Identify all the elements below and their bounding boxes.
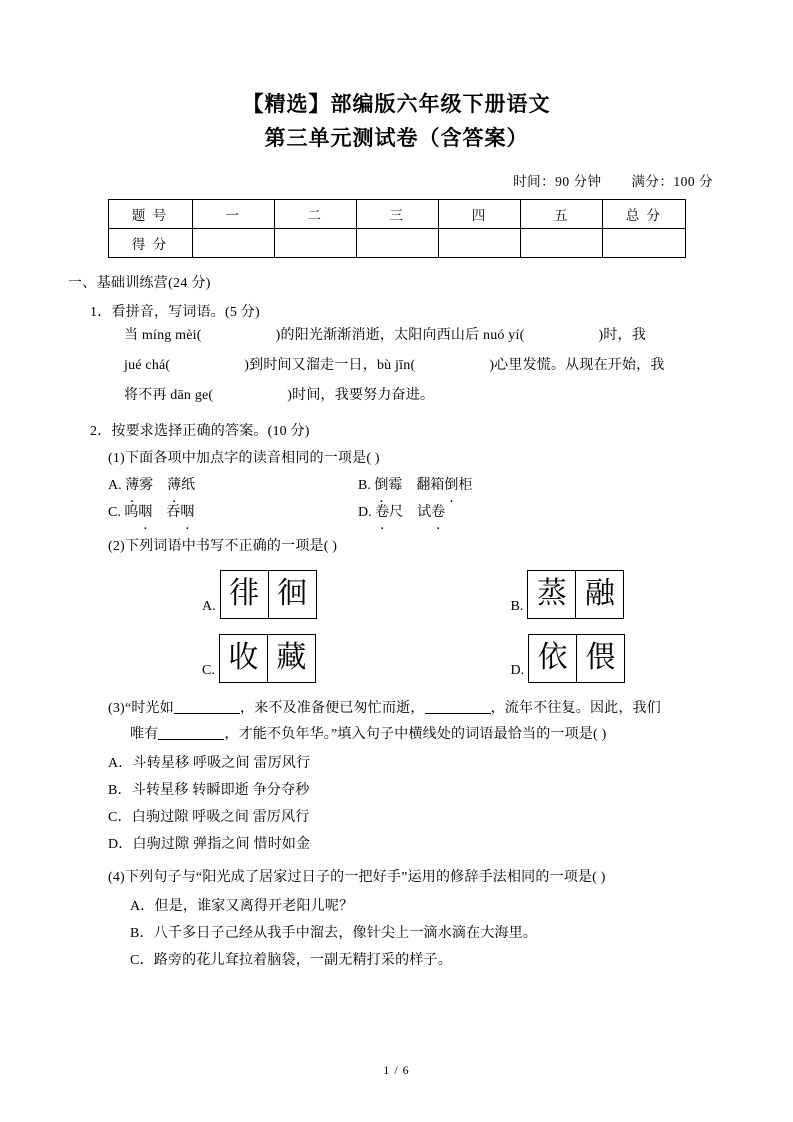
q2-4-option-c[interactable]: C．路旁的花儿耷拉着脑袋，一副无精打采的样子。 [130,953,452,968]
question-1-line-1 [124,321,725,351]
score-col-4: 四 [438,200,520,229]
q2-2-option-a-chars [220,570,317,619]
question-1-line-3 [124,381,725,411]
q2-4-option-b[interactable]: B．八千多日子己经从我手中溜去，像针尖上一滴水滴在大海里。 [130,926,538,941]
q1-line3-part-b: )时间，我要努力奋进。 [287,388,435,403]
q2-1-text: 下面各项中加点字的读音相同的一项是( ) [124,451,380,466]
score-table-row-scores [108,229,685,258]
page-title-line1: 【精选】部编版六年级下册语文 [242,92,551,116]
q2-3-option-c[interactable]: C．白驹过隙 呼吸之间 雷厉风行 [108,810,310,825]
char-cell: 徊 [277,576,308,611]
q2-4-text: 下列句子与“阳光成了居家过日子的一把好手”运用的修辞手法相同的一项是( ) [124,870,606,885]
q2-2-label: (2) [108,539,125,554]
question-1-line-2 [124,351,725,381]
score-table-row1-label: 题 号 [108,200,192,229]
q1-line1-part-a: 当 míng mèi( [124,328,202,343]
q2-1-label: (1) [108,451,125,466]
q2-1-option-c-text: 呜咽 吞咽 [124,505,195,520]
q2-3-option-d[interactable]: D．白驹过隙 弹指之间 惜时如金 [108,837,311,852]
char-cell: 偎 [585,640,616,675]
q2-3-blank-3[interactable] [158,739,224,740]
q1-line1-part-b: )的阳光渐渐消逝，太阳向西山后 nuó yí( [275,328,525,343]
exam-time: 时间：90 分钟 [513,174,602,189]
question-2-heading [90,420,725,440]
q2-4-label: (4) [108,870,125,885]
q2-3-label: (3) [108,701,125,716]
page-title-line2: 第三单元测试卷（含答案） [264,126,529,150]
score-table-row2-label: 得 分 [108,229,192,258]
score-col-2: 二 [274,200,356,229]
q2-3-blank-1[interactable] [174,713,240,714]
q2-2-option-d-chars [528,634,625,683]
q2-3-option-b[interactable]: B．斗转星移 转瞬即逝 争分夺秒 [108,783,310,798]
question-1-text: 看拼音，写词语。(5 分) [111,305,260,320]
q2-3-line1-a: “时光如 [124,701,174,716]
question-2-1-options-row-2 [108,501,725,521]
q2-1-option-b-key: B. [358,478,371,493]
question-2-2-boxes-row-2 [108,629,725,691]
question-1-number: 1． [90,305,112,320]
char-cell: 收 [220,635,268,682]
score-table-row-header [108,200,685,229]
q2-2-option-b[interactable] [417,570,726,619]
q2-2-option-b-key: B. [510,598,524,614]
q2-3-line2-a: 唯有 [130,727,159,742]
q1-line3-part-a: 将不再 dān ge( [124,388,214,403]
score-col-3: 三 [356,200,438,229]
question-2-1-options-row-1 [108,474,725,494]
q2-3-line2-b: ，才能不负年华。”填入句子中横线处的词语最恰当的一项是( ) [224,727,607,742]
q2-2-option-c[interactable] [108,634,417,683]
char-cell: 依 [529,635,577,682]
question-2-number: 2． [90,424,112,439]
char-cell: 融 [584,576,615,611]
q2-2-option-c-key: C. [202,662,215,678]
question-2-4-stem [108,866,725,886]
q1-line2-part-b: )到时间又溜走一日，bù jīn( [244,358,416,373]
question-2-1-stem [108,447,725,467]
score-value-3[interactable] [356,229,438,258]
q2-2-option-a[interactable] [108,570,417,619]
score-value-total[interactable] [603,229,685,258]
question-2-3-stem-line2 [130,723,725,743]
question-2-3-stem-line1 [108,697,725,717]
score-value-4[interactable] [438,229,520,258]
q2-3-blank-2[interactable] [425,713,491,714]
q2-3-line1-b: ，来不及准备便已匆忙而逝， [239,701,425,716]
q2-2-option-c-chars [219,634,316,683]
q2-1-option-c[interactable] [108,501,358,521]
question-2-text: 按要求选择正确的答案。(10 分) [111,424,310,439]
q1-line2-part-a: jué chá( [124,358,171,373]
q2-1-option-d-text: 卷尺 试卷 [375,505,446,520]
score-value-2[interactable] [274,229,356,258]
char-cell: 徘 [221,571,269,618]
q2-1-option-d[interactable] [358,501,658,521]
q2-4-option-a[interactable]: A．但是，谁家又离得开老阳儿呢？ [130,899,354,914]
q2-1-option-b-text: 倒霉 翻箱倒柜 [374,478,473,493]
q2-1-option-a-key: A. [108,478,122,493]
q2-3-option-a[interactable]: A．斗转星移 呼吸之间 雷厉风行 [108,756,311,771]
q2-1-option-a[interactable] [108,474,358,494]
score-value-5[interactable] [521,229,603,258]
score-col-5: 五 [521,200,603,229]
section-one-title: 一、基础训练营(24 分) [68,276,211,291]
question-1-heading [90,301,725,321]
score-value-1[interactable] [192,229,274,258]
score-table [108,199,686,258]
score-col-total: 总 分 [603,200,685,229]
q2-1-option-c-key: C. [108,505,121,520]
page-number: 1 / 6 [383,1063,410,1077]
exam-full-score: 满分：100 分 [631,174,713,189]
q2-2-option-b-chars [527,570,624,619]
q1-line1-part-c: )时，我 [598,328,646,343]
q2-2-text: 下列词语中书写不正确的一项是( ) [124,539,338,554]
score-col-1: 一 [192,200,274,229]
q1-line2-part-c: )心里发慌。从现在开始，我 [489,358,665,373]
exam-meta [68,170,725,190]
q2-1-option-a-text: 薄雾 薄纸 [125,478,196,493]
question-2-2-stem [108,535,725,555]
q2-2-option-a-key: A. [202,598,216,614]
char-cell: 蒸 [528,571,576,618]
q2-3-line1-c: ，流年不往复。因此，我们 [490,701,661,716]
q2-2-option-d-key: D. [510,662,525,678]
q2-1-option-b[interactable] [358,474,658,494]
q2-2-option-d[interactable] [417,634,726,683]
question-2-2-boxes-row-1 [108,565,725,627]
q2-1-option-d-key: D. [358,505,372,520]
char-cell: 藏 [276,640,307,675]
